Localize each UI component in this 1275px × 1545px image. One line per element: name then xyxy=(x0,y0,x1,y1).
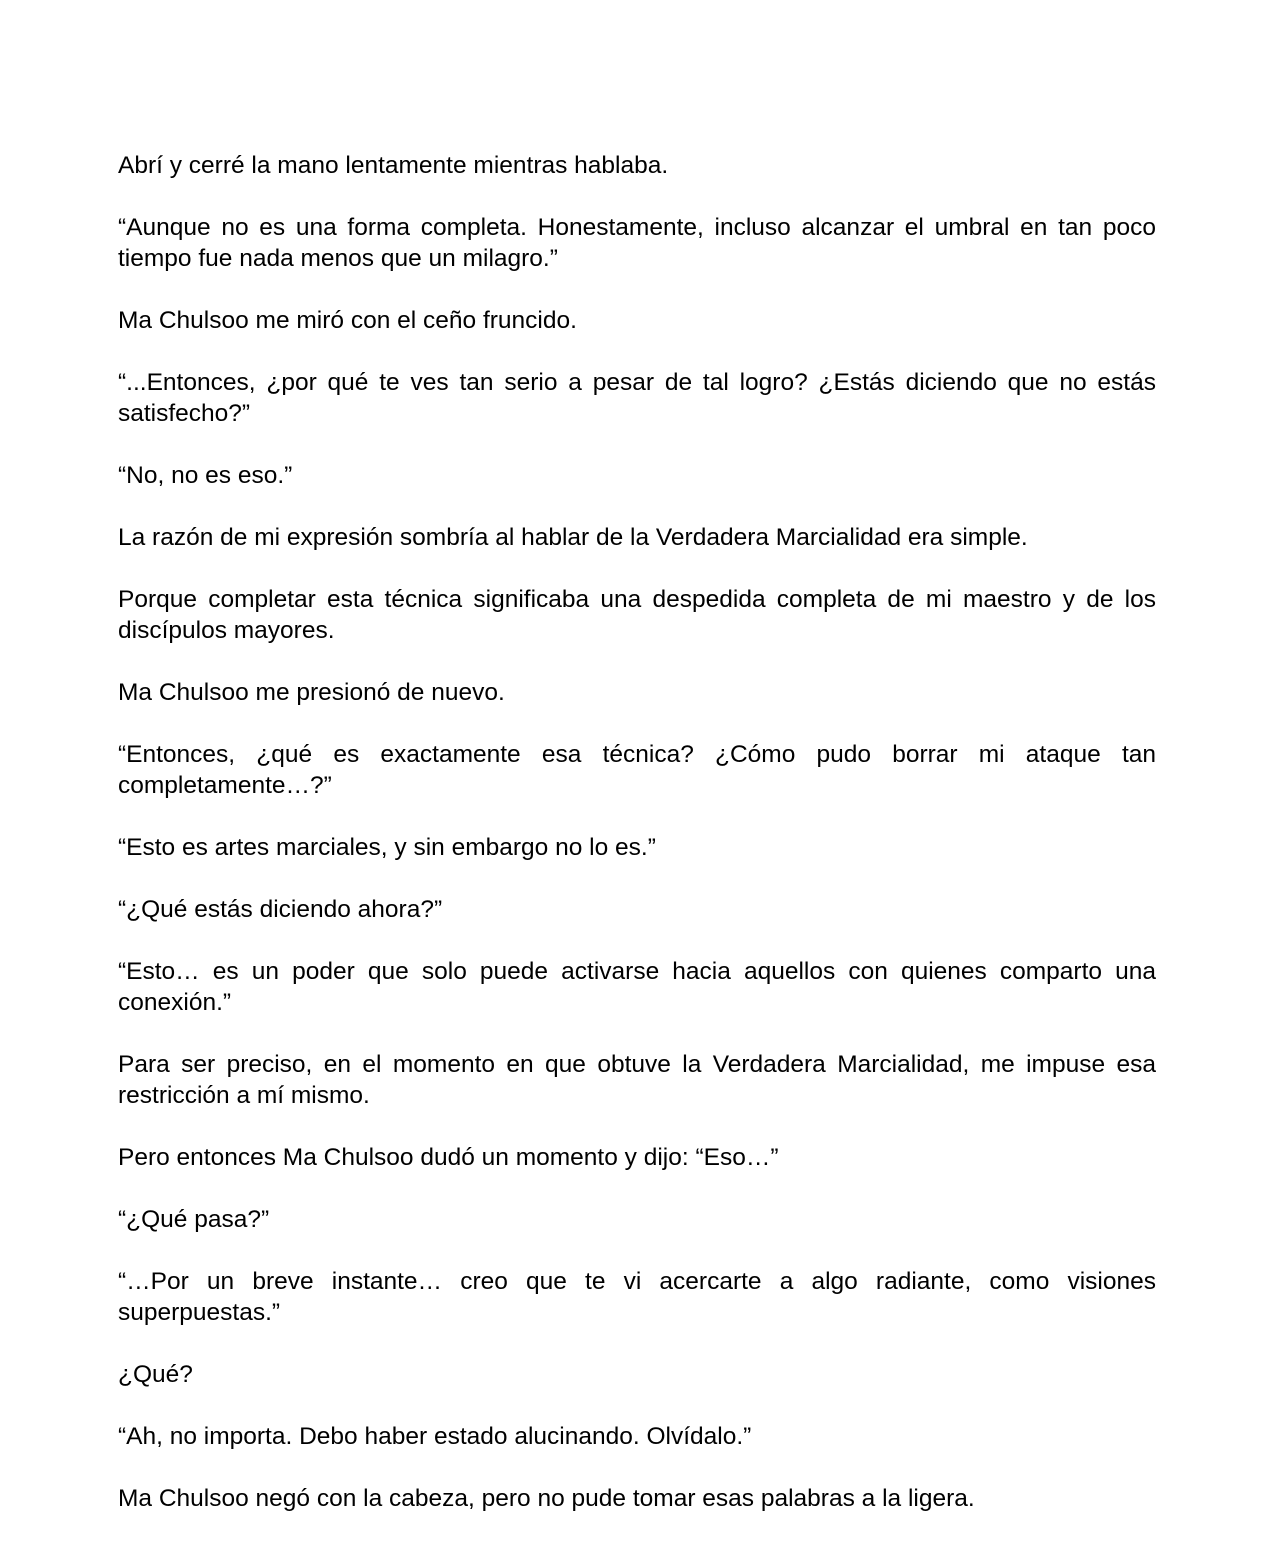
paragraph-2: “Aunque no es una forma completa. Honestamente, incluso alcanzar el umbral en tan poco tiempo fue nada menos que un milagro.” xyxy=(118,214,1156,272)
paragraph-10: “Esto es artes marciales, y sin embargo no lo es.” xyxy=(118,834,656,861)
paragraph-16: “…Por un breve instante… creo que te vi acercarte a algo radiante, como visiones superpuestas.” xyxy=(118,1268,1156,1326)
paragraph-3: Ma Chulsoo me miró con el ceño fruncido. xyxy=(118,307,577,334)
paragraph-15: “¿Qué pasa?” xyxy=(118,1206,270,1233)
paragraph-8: Ma Chulsoo me presionó de nuevo. xyxy=(118,679,505,706)
paragraph-9: “Entonces, ¿qué es exactamente esa técnica? ¿Cómo pudo borrar mi ataque tan completamente…?” xyxy=(118,741,1156,799)
paragraph-13: Para ser preciso, en el momento en que obtuve la Verdadera Marcialidad, me impuse esa restricción a mí mismo. xyxy=(118,1051,1156,1109)
paragraph-12: “Esto… es un poder que solo puede activarse hacia aquellos con quienes comparto una conexión.” xyxy=(118,958,1156,1016)
paragraph-1: Abrí y cerré la mano lentamente mientras hablaba. xyxy=(118,152,669,179)
paragraph-14: Pero entonces Ma Chulsoo dudó un momento y dijo: “Eso…” xyxy=(118,1144,779,1171)
paragraph-7: Porque completar esta técnica significaba una despedida completa de mi maestro y de los discípulos mayores. xyxy=(118,586,1156,644)
paragraph-18: “Ah, no importa. Debo haber estado alucinando. Olvídalo.” xyxy=(118,1423,752,1450)
paragraph-17: ¿Qué? xyxy=(118,1361,193,1388)
paragraph-5: “No, no es eso.” xyxy=(118,462,293,489)
paragraph-6: La razón de mi expresión sombría al hablar de la Verdadera Marcialidad era simple. xyxy=(118,524,1028,551)
paragraph-11: “¿Qué estás diciendo ahora?” xyxy=(118,896,443,923)
paragraph-4: “...Entonces, ¿por qué te ves tan serio a pesar de tal logro? ¿Estás diciendo que no estás satisfecho?” xyxy=(118,369,1156,427)
document-page xyxy=(118,150,1156,1545)
paragraph-19: Ma Chulsoo negó con la cabeza, pero no pude tomar esas palabras a la ligera. xyxy=(118,1485,975,1512)
